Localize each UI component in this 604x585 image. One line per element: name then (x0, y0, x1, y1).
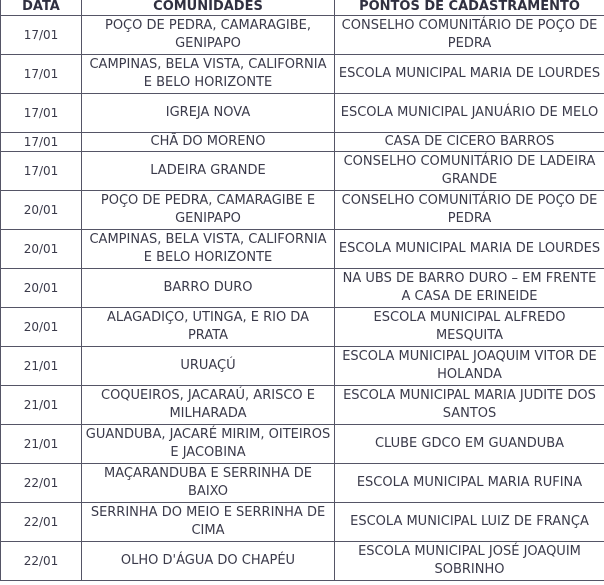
table-row (1, 386, 604, 425)
table-row (1, 269, 604, 308)
location-cell: CONSELHO COMUNITÁRIO DE POÇO DE PEDRA (335, 16, 604, 55)
community-cell: SERRINHA DO MEIO E SERRINHA DE CIMA (82, 503, 335, 542)
location-cell: CASA DE CICERO BARROS (335, 133, 604, 152)
community-cell: CAMPINAS, BELA VISTA, CALIFORNIA E BELO HORIZONTE (82, 230, 335, 269)
community-cell: IGREJA NOVA (82, 94, 335, 133)
location-cell: ESCOLA MUNICIPAL MARIA DE LOURDES (335, 230, 604, 269)
table-row (1, 152, 604, 191)
table-row (1, 503, 604, 542)
date-cell: 20/01 (1, 308, 82, 347)
table-row (1, 191, 604, 230)
date-cell: 22/01 (1, 464, 82, 503)
table-row (1, 16, 604, 55)
date-cell: 20/01 (1, 269, 82, 308)
header-row (1, 0, 604, 16)
date-cell: 17/01 (1, 152, 82, 191)
location-cell: CLUBE GDCO EM GUANDUBA (335, 425, 604, 464)
location-cell: ESCOLA MUNICIPAL JOAQUIM VITOR DE HOLANDA (335, 347, 604, 386)
table-row (1, 542, 604, 581)
table-row (1, 94, 604, 133)
table-row (1, 347, 604, 386)
community-cell: URUAÇÚ (82, 347, 335, 386)
date-cell: 22/01 (1, 542, 82, 581)
table-row (1, 230, 604, 269)
location-cell: CONSELHO COMUNITÁRIO DE POÇO DE PEDRA (335, 191, 604, 230)
community-cell: MAÇARANDUBA E SERRINHA DE BAIXO (82, 464, 335, 503)
community-cell: OLHO D'ÁGUA DO CHAPÉU (82, 542, 335, 581)
location-cell: ESCOLA MUNICIPAL MARIA DE LOURDES (335, 55, 604, 94)
community-cell: CAMPINAS, BELA VISTA, CALIFORNIA E BELO HORIZONTE (82, 55, 335, 94)
date-cell: 20/01 (1, 230, 82, 269)
community-cell: LADEIRA GRANDE (82, 152, 335, 191)
location-cell: ESCOLA MUNICIPAL ALFREDO MESQUITA (335, 308, 604, 347)
date-cell: 21/01 (1, 386, 82, 425)
community-cell: ALAGADIÇO, UTINGA, E RIO DA PRATA (82, 308, 335, 347)
community-cell: POÇO DE PEDRA, CAMARAGIBE E GENIPAPO (82, 191, 335, 230)
date-cell: 22/01 (1, 503, 82, 542)
location-cell: ESCOLA MUNICIPAL MARIA RUFINA (335, 464, 604, 503)
date-cell: 20/01 (1, 191, 82, 230)
table-row (1, 308, 604, 347)
community-cell: COQUEIROS, JACARAÚ, ARISCO E MILHARADA (82, 386, 335, 425)
date-cell: 17/01 (1, 133, 82, 152)
location-cell: NA UBS DE BARRO DURO – EM FRENTE A CASA DE ERINEIDE (335, 269, 604, 308)
date-cell: 21/01 (1, 347, 82, 386)
community-cell: POÇO DE PEDRA, CAMARAGIBE, GENIPAPO (82, 16, 335, 55)
date-column-header: DATA (1, 0, 82, 16)
table-row (1, 55, 604, 94)
table-row (1, 133, 604, 152)
location-cell: ESCOLA MUNICIPAL MARIA JUDITE DOS SANTOS (335, 386, 604, 425)
community-cell: CHÃ DO MORENO (82, 133, 335, 152)
location-cell: CONSELHO COMUNITÁRIO DE LADEIRA GRANDE (335, 152, 604, 191)
location-cell: ESCOLA MUNICIPAL JANUÁRIO DE MELO (335, 94, 604, 133)
community-cell: BARRO DURO (82, 269, 335, 308)
date-cell: 17/01 (1, 16, 82, 55)
location-cell: ESCOLA MUNICIPAL JOSÉ JOAQUIM SOBRINHO (335, 542, 604, 581)
table-row (1, 464, 604, 503)
date-cell: 21/01 (1, 425, 82, 464)
location-column-header: PONTOS DE CADASTRAMENTO (335, 0, 604, 16)
date-cell: 17/01 (1, 94, 82, 133)
date-cell: 17/01 (1, 55, 82, 94)
community-cell: GUANDUBA, JACARÉ MIRIM, OITEIROS E JACOBINA (82, 425, 335, 464)
community-column-header: COMUNIDADES (82, 0, 335, 16)
location-cell: ESCOLA MUNICIPAL LUIZ DE FRANÇA (335, 503, 604, 542)
table-row (1, 425, 604, 464)
